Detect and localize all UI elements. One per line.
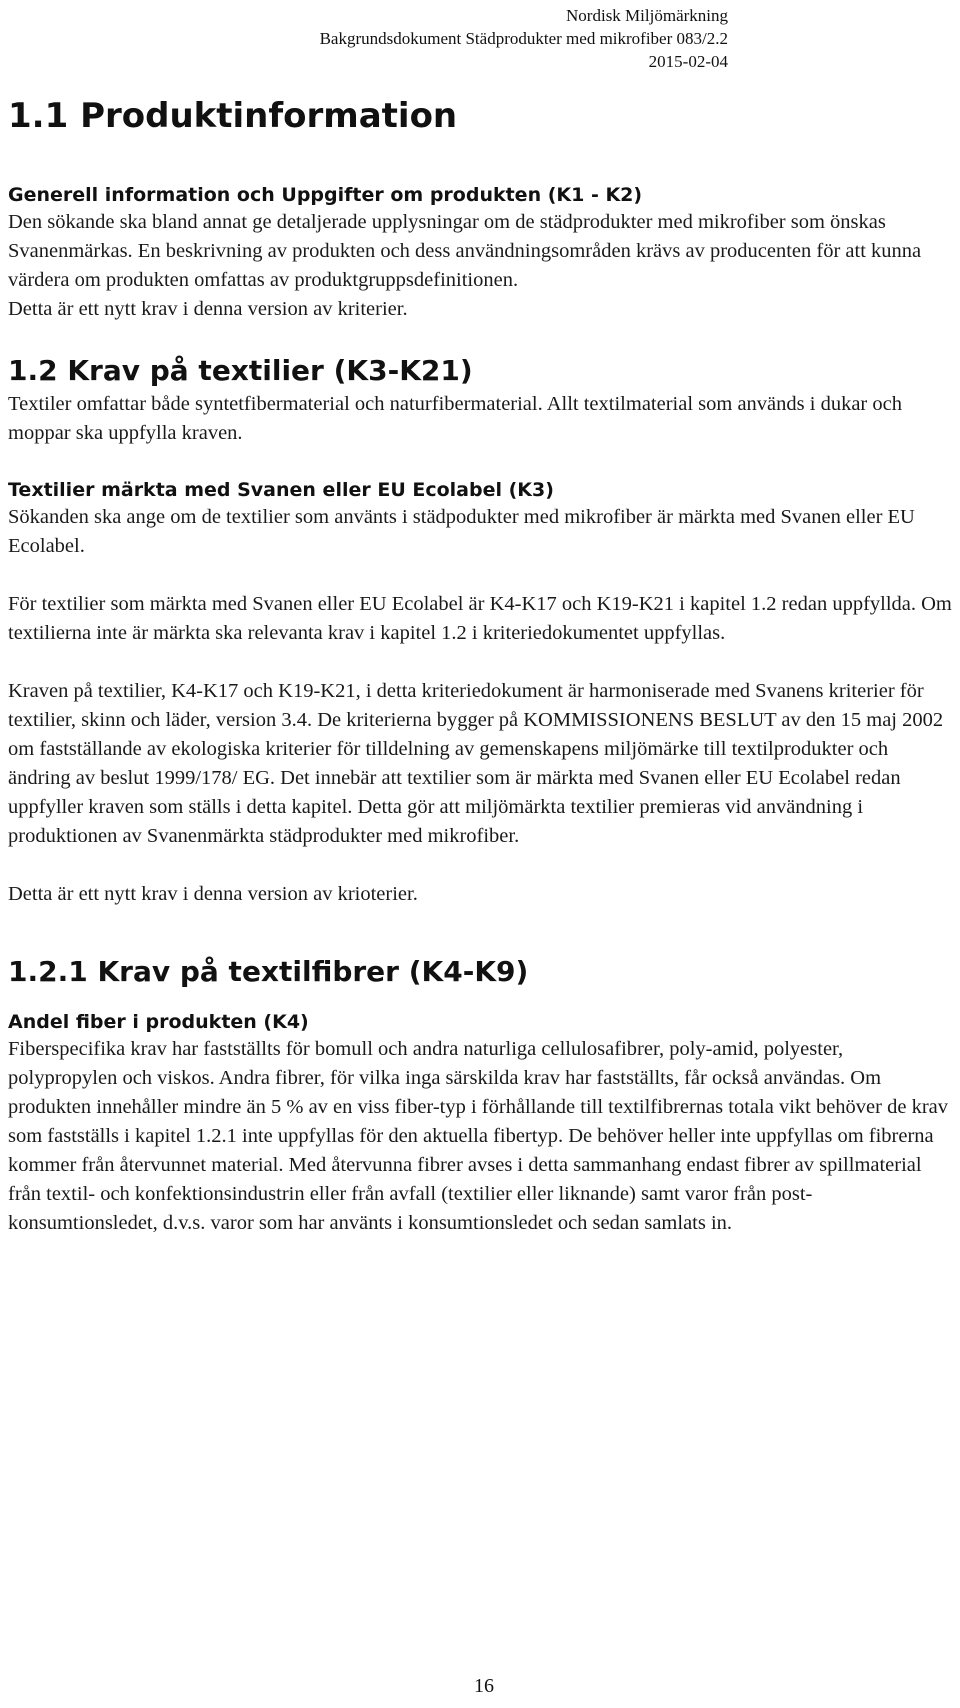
subheading-ecolabel-textiles: Textilier märkta med Svanen eller EU Ecolabel (K3) bbox=[8, 479, 554, 501]
paragraph-new-requirement-note: Detta är ett nytt krav i denna version av kriterier. bbox=[8, 298, 408, 320]
document-header bbox=[228, 4, 728, 73]
paragraph-new-requirement-note-2: Detta är ett nytt krav i denna version av krioterier. bbox=[8, 883, 418, 905]
paragraph-product-description: Den sökande ska bland annat ge detaljerade upplysningar om de städprodukter med mikrofiber som önskas Svanenmärkas. En beskrivning av produkten och dess användningsområden krävs av producenten för att kunna värdera om produkten omfattas av produktgruppsdefinitionen. bbox=[8, 211, 922, 291]
heading-1-2: 1.2 Krav på textilier (K3-K21) bbox=[8, 354, 473, 387]
page-number: 16 bbox=[474, 1675, 494, 1697]
header-organization: Nordisk Miljömärkning bbox=[566, 6, 728, 25]
paragraph-fulfilled-requirements: För textilier som märkta med Svanen eller EU Ecolabel är K4-K17 och K19-K21 i kapitel 1.2 redan uppfyllda. Om textilierna inte är märkta ska relevanta krav i kapitel 1.2 i kriteriedokumentet uppfyllas. bbox=[8, 593, 952, 644]
paragraph-applicant-declaration: Sökanden ska ange om de textilier som använts i städpodukter med mikrofiber är märkta med Svanen eller EU Ecolabel. bbox=[8, 506, 915, 557]
document-body bbox=[8, 96, 953, 1238]
subheading-fiber-share: Andel fiber i produkten (K4) bbox=[8, 1011, 309, 1033]
paragraph-fiber-requirements: Fiberspecifika krav har fastställts för bomull och andra naturliga cellulosafibrer, poly-amid, polyester, polypropylen och viskos. Andra fibrer, för vilka inga särskilda krav har fastställts, får också användas. Om produkten innehåller mindre än 5 % av en viss fiber-typ i förhållande till textilfibrernas totala vikt behöver de krav som fastställs i kapitel 1.2.1 inte uppfyllas för den aktuella fibertyp. De behöver heller inte uppfyllas om fibrerna kommer från återvunnet material. Med återvunna fibrer avses i detta sammanhang endast fibrer av spillmaterial från textil- och konfektionsindustrin eller från avfall (textilier eller liknande) samt varor från post-konsumtionsledet, d.v.s. varor som har använts i konsumtionsledet och sedan samlats in. bbox=[8, 1038, 949, 1234]
paragraph-harmonisation: Kraven på textilier, K4-K17 och K19-K21, i detta kriteriedokument är harmoniserade med Svanens kriterier för textilier, skinn och läder, version 3.4. De kriterierna bygger på KOMMISSIONENS BESLUT av den 15 maj 2002 om fastställande av ekologiska kriterier för tilldelning av gemenskapens miljömärke till textilprodukter och ändring av beslut 1999/178/ EG. Det innebär att textilier som är märkta med Svanen eller EU Ecolabel redan uppfyller kraven som ställs i detta kapitel. Detta gör att miljömärkta textilier premieras vid användning i produktionen av Svanenmärkta städprodukter med mikrofiber. bbox=[8, 680, 944, 847]
header-date: 2015-02-04 bbox=[648, 52, 728, 71]
subheading-general-information: Generell information och Uppgifter om produkten (K1 - K2) bbox=[8, 184, 643, 206]
heading-1-2-1: 1.2.1 Krav på textilfibrer (K4-K9) bbox=[8, 955, 529, 988]
paragraph-textile-scope: Textiler omfattar både syntetfibermaterial och naturfibermaterial. Allt textilmaterial som används i dukar och moppar ska uppfylla kraven. bbox=[8, 393, 902, 444]
header-document-title: Bakgrundsdokument Städprodukter med mikrofiber 083/2.2 bbox=[319, 29, 728, 48]
heading-1-1: 1.1 Produktinformation bbox=[8, 96, 458, 136]
